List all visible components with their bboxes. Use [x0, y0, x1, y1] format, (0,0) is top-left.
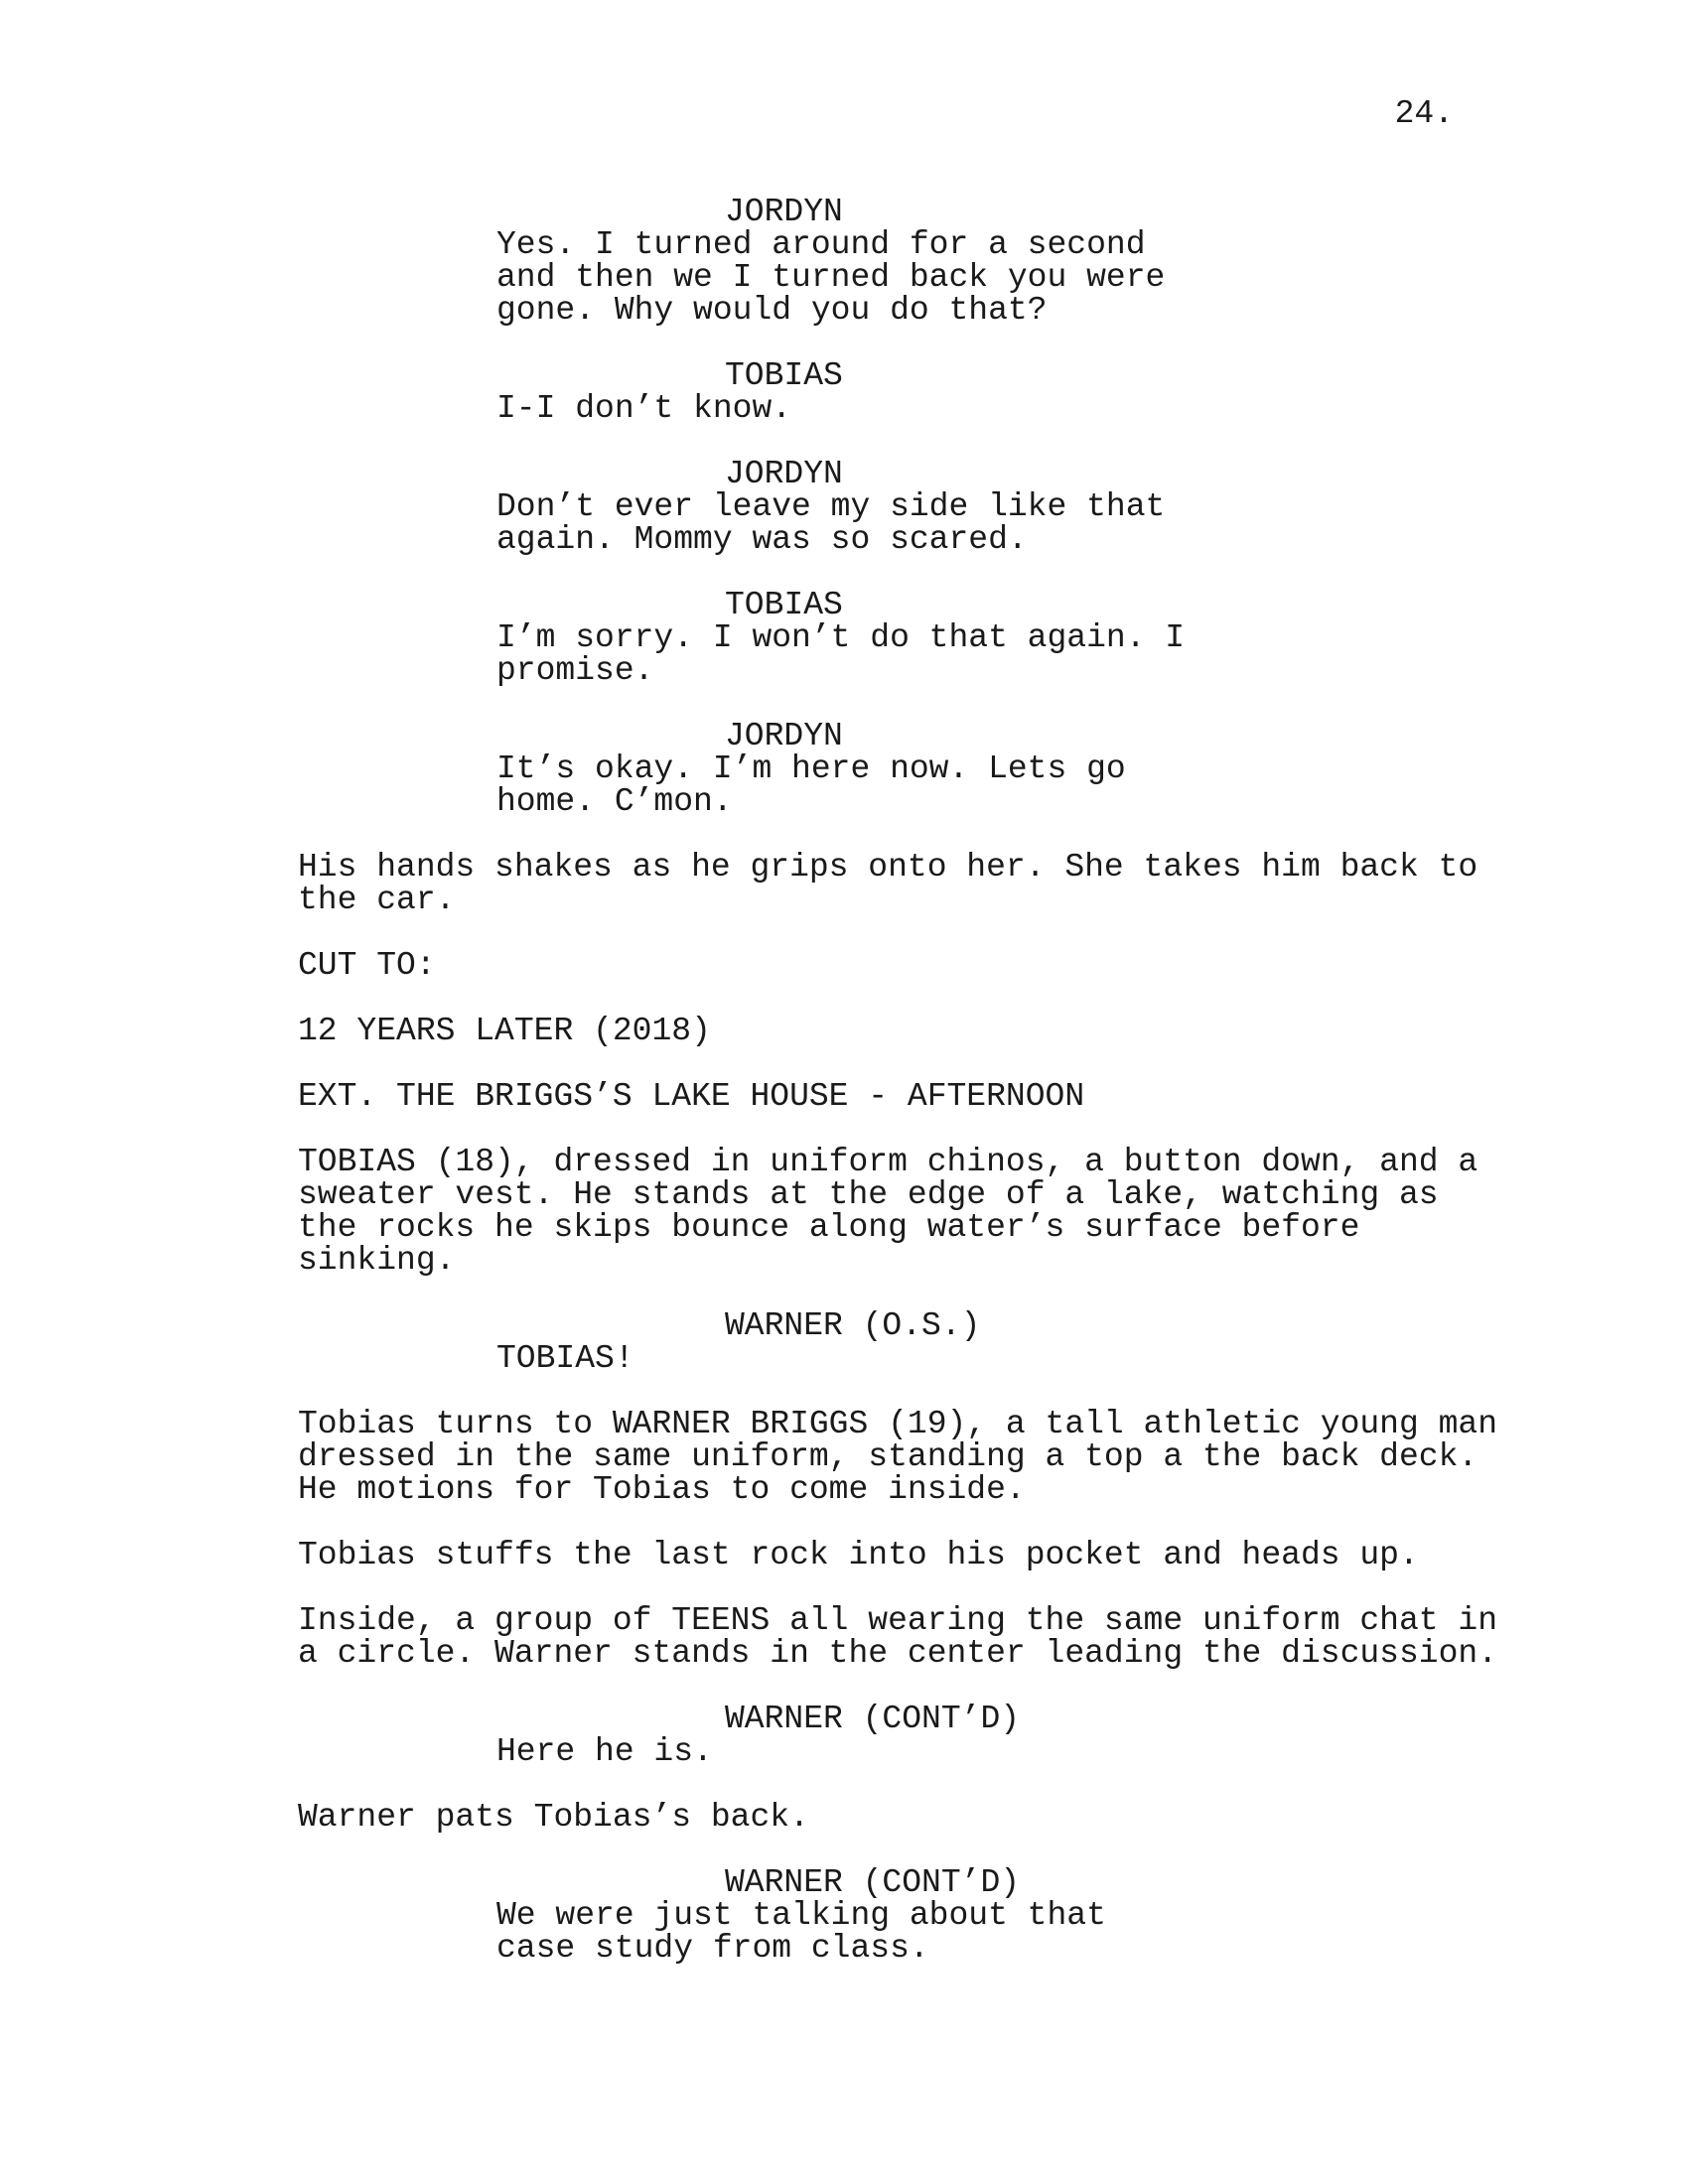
text-line: and then we I turned back you were [496, 259, 1166, 296]
text-line: Warner pats Tobias’s back. [298, 1799, 809, 1836]
dialogue-block [298, 1342, 993, 1375]
text-line: again. Mommy was so scared. [496, 521, 1028, 558]
character-cue: JORDYN [725, 194, 843, 230]
action-paragraph [298, 1602, 1497, 1672]
dialogue-block [298, 392, 993, 425]
text-line: 12 YEARS LATER (2018) [298, 1013, 711, 1049]
script-body [298, 194, 1497, 1997]
text-line: CUT TO: [298, 947, 436, 984]
text-line: TOBIAS! [496, 1340, 634, 1377]
character-cue: JORDYN [725, 456, 843, 492]
text-line: case study from class. [496, 1930, 929, 1967]
text-line: TOBIAS (18), dressed in uniform chinos, a button down, and a [298, 1144, 1478, 1180]
character-cue: JORDYN [725, 718, 843, 754]
dialogue-block [298, 488, 1166, 558]
text-line: a circle. Warner stands in the center leading the discussion. [298, 1635, 1497, 1672]
scene-heading [298, 1080, 1489, 1113]
text-line: the rocks he skips bounce along water’s surface before [298, 1209, 1360, 1246]
text-line: Tobias turns to WARNER BRIGGS (19), a tall athletic young man [298, 1406, 1497, 1442]
character-cue: TOBIAS [725, 357, 843, 394]
text-line: sinking. [298, 1242, 456, 1279]
text-line: sweater vest. He stands at the edge of a lake, watching as [298, 1176, 1439, 1213]
page-number: 24. [1394, 95, 1454, 132]
text-line: Tobias stuffs the last rock into his pocket and heads up. [298, 1537, 1419, 1573]
text-line: Yes. I turned around for a second [496, 226, 1146, 263]
character-cue: WARNER (CONT’D) [725, 1864, 1021, 1901]
text-line: dressed in the same uniform, standing a top a the back deck. [298, 1438, 1478, 1475]
action-paragraph [298, 851, 1489, 916]
action-paragraph [298, 1801, 1489, 1834]
text-line: We were just talking about that [496, 1897, 1106, 1934]
text-line: It’s okay. I’m here now. Lets go [496, 751, 1126, 787]
action-paragraph [298, 1539, 1489, 1571]
text-line: Here he is. [496, 1733, 713, 1770]
character-cue: WARNER (CONT’D) [725, 1701, 1021, 1737]
text-line: gone. Why would you do that? [496, 292, 1048, 329]
dialogue-block [298, 619, 1186, 689]
text-line: Don’t ever leave my side like that [496, 488, 1166, 525]
dialogue-block [298, 226, 1166, 329]
dialogue-block [298, 751, 1126, 820]
action-paragraph [298, 1146, 1489, 1277]
text-line: EXT. THE BRIGGS’S LAKE HOUSE - AFTERNOON [298, 1078, 1085, 1115]
text-line: I-I don’t know. [496, 390, 792, 427]
super-title [298, 1015, 1489, 1047]
text-line: Inside, a group of TEENS all wearing the same uniform chat in [298, 1602, 1497, 1639]
text-line: home. C’mon. [496, 783, 733, 820]
action-paragraph [298, 1406, 1497, 1508]
character-cue: TOBIAS [725, 587, 843, 623]
text-line: His hands shakes as he grips onto her. She takes him back to [298, 849, 1478, 886]
transition [298, 949, 1489, 982]
text-line: promise. [496, 652, 654, 689]
dialogue-block [298, 1735, 993, 1768]
text-line: the car. [298, 882, 456, 918]
character-cue: WARNER (O.S.) [725, 1307, 981, 1344]
dialogue-block [298, 1897, 1106, 1967]
text-line: He motions for Tobias to come inside. [298, 1471, 1026, 1508]
text-line: I’m sorry. I won’t do that again. I [496, 619, 1186, 656]
